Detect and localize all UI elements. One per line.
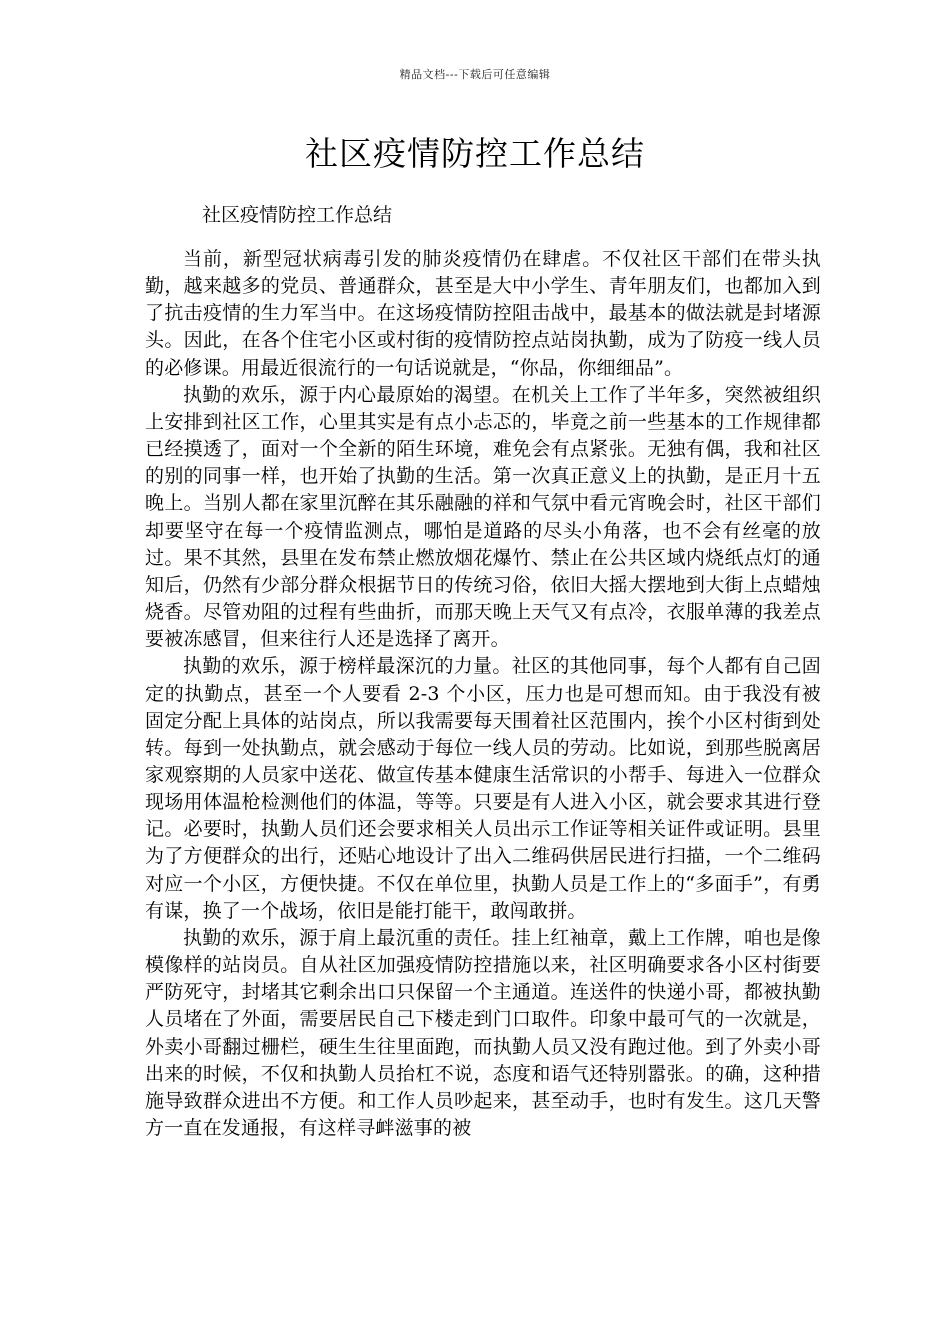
paragraph: 执勤的欢乐，源于内心最原始的渴望。在机关上工作了半年多，突然被组织上安排到社区工作，心里其实是有点小忐忑的，毕竟之前一些基本的工作规律都已经摸透了，面对一个全新的陌生环境，难免会有点紧张。无独有偶，我和社区的别的同事一样，也开始了执勤的生活。第一次真正意义上的执勤，是正月十五晚上。当别人都在家里沉醉在其乐融融的祥和气氛中看元宵晚会时，社区干部们却要坚守在每一个疫情监测点，哪怕是道路的尽头小角落，也不会有丝毫的放过。果不其然，县里在发布禁止燃放烟花爆竹、禁止在公共区域内烧纸点灯的通知后，仍然有少部分群众根据节日的传统习俗，依旧大摇大摆地到大街上点蜡烛烧香。尽管劝阻的过程有些曲折，而那天晚上天气又有点冷，衣服单薄的我差点要被冻感冒，但来往行人还是选择了离开。 (145, 383, 821, 651)
document-body (145, 246, 821, 1142)
document-title: 社区疫情防控工作总结 (305, 134, 645, 173)
paragraph: 当前，新型冠状病毒引发的肺炎疫情仍在肆虐。不仅社区干部们在带头执勤，越来越多的党员、普通群众，甚至是大中小学生、青年朋友们，也都加入到了抗击疫情的生力军当中。在这场疫情防控阻击战中，最基本的做法就是封堵源头。因此，在各个住宅小区或村街的疫情防控点站岗执勤，成为了防疫一线人员的必修课。用最近很流行的一句话说就是，“你品，你细细品”。 (145, 248, 821, 379)
paragraph: 执勤的欢乐，源于榜样最深沉的力量。社区的其他同事，每个人都有自己固定的执勤点，甚至一个人要看 2-3 个小区，压力也是可想而知。由于我没有被固定分配上具体的站岗点，所以我需要每天围着社区范围内，挨个小区村街到处转。每到一处执勤点，就会感动于每位一线人员的劳动。比如说，到那些脱离居家观察期的人员家中送花、做宣传基本健康生活常识的小帮手、每进入一位群众现场用体温枪检测他们的体温，等等。只要是有人进入小区，就会要求其进行登记。必要时，执勤人员们还会要求相关人员出示工作证等相关证件或证明。县里为了方便群众的出行，还贴心地设计了出入二维码供居民进行扫描，一个二维码对应一个小区，方便快捷。不仅在单位里，执勤人员是工作上的“多面手”，有勇有谋，换了一个战场，依旧是能打能干，敢闯敢拼。 (145, 655, 821, 922)
page-header-note: 精品文档---下载后可任意编辑 (399, 68, 551, 81)
document-subtitle: 社区疫情防控工作总结 (202, 204, 393, 226)
paragraph: 执勤的欢乐，源于肩上最沉重的责任。挂上红袖章，戴上工作牌，咱也是像模像样的站岗员。自从社区加强疫情防控措施以来，社区明确要求各小区村街要严防死守，封堵其它剩余出口只保留一个主通道。连送件的快递小哥，都被执勤人员堵在了外面，需要居民自己下楼走到门口取件。印象中最可气的一次就是，外卖小哥翻过栅栏，硬生生往里面跑，而执勤人员又没有跑过他。到了外卖小哥出来的时候，不仅和执勤人员抬杠不说，态度和语气还特别嚣张。的确，这种措施导致群众进出不方便。和工作人员吵起来，甚至动手，也时有发生。这几天警方一直在发通报，有这样寻衅滋事的被 (145, 926, 821, 1139)
